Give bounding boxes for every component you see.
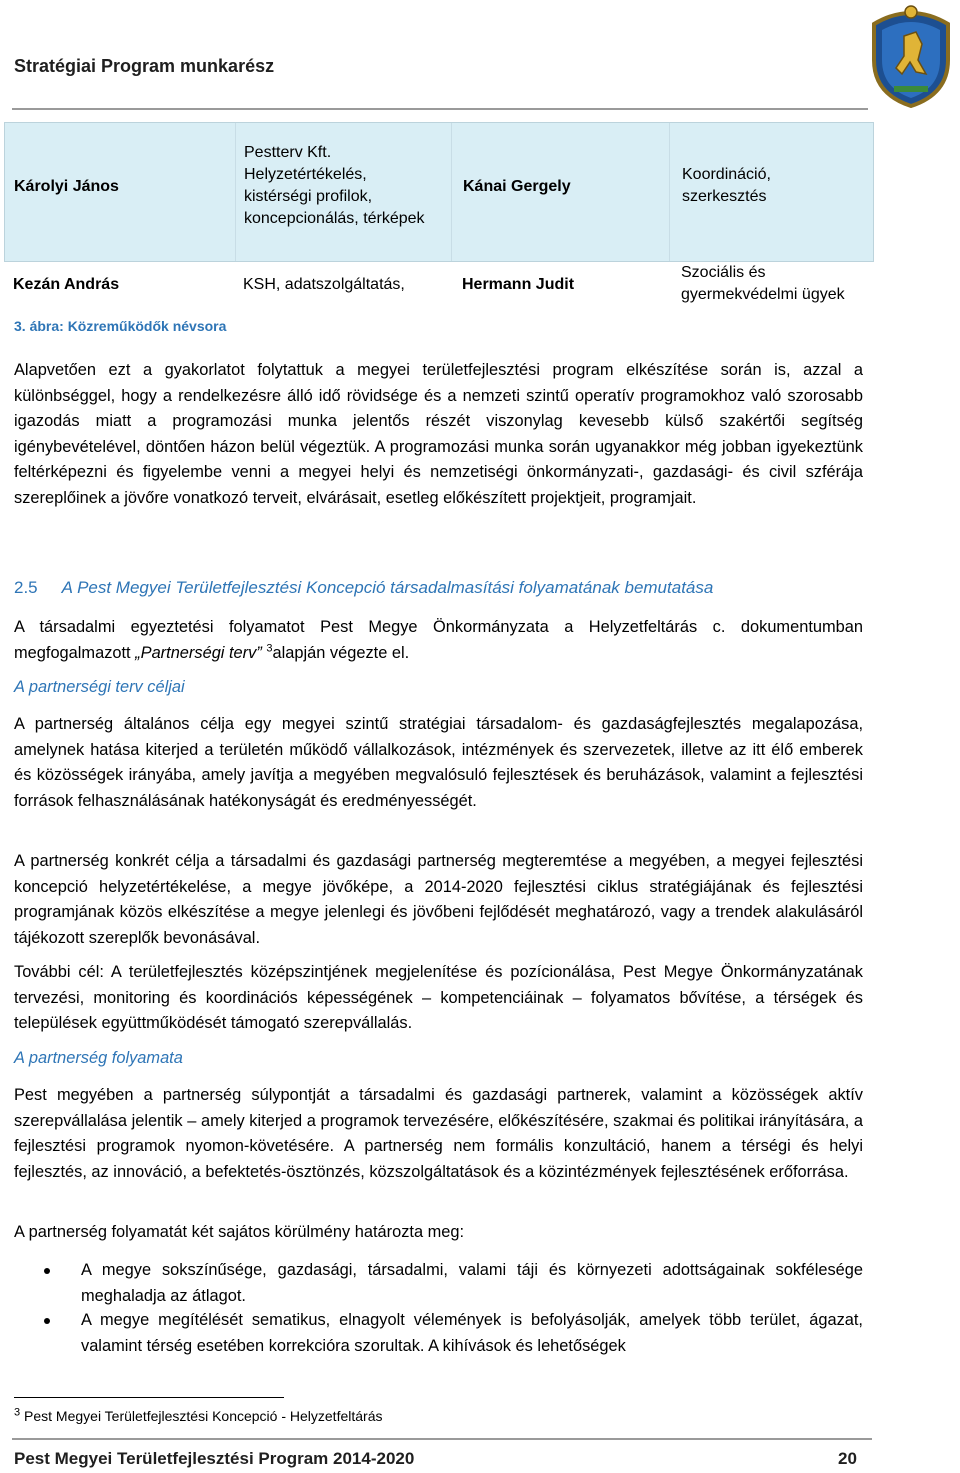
paragraph: További cél: A területfejlesztés középszintjének megjelenítése és pozícionálása, Pest Megye Önkormányzatának tervezési, monitoring és koordinációs képességének – kompetenciáinak – folyamatos bővítése, a térségek és települések együttműködését támogató szerepvállalás.: [14, 963, 863, 1032]
section-heading: [14, 578, 713, 598]
contributor-name: Károlyi János: [14, 178, 119, 195]
table-row: [4, 262, 874, 318]
paragraph: A partnerség folyamatát két sajátos körülmény határozta meg:: [14, 1223, 465, 1241]
footnote: $^3$ Pest Megyei Területfejlesztési Koncepció - Helyzetfeltárás: [14, 1406, 383, 1424]
paragraph: A társadalmi egyeztetési folyamatot Pest Megye Önkormányzata a Helyzetfeltárás c. dokumentumban megfogalmazott „Partnerségi terv” $^3$alapján végezte el.: [14, 618, 863, 662]
subheading: A partnerség folyamata: [14, 1049, 183, 1067]
footnote-rule: [14, 1397, 284, 1398]
bullet-icon: [44, 1318, 50, 1324]
contributor-role: Szociális és gyermekvédelmi ügyek: [681, 264, 845, 303]
page-number: 20: [838, 1449, 857, 1468]
header-rule: [12, 108, 868, 110]
contributors-table: [4, 122, 874, 318]
paragraph: Alapvetően ezt a gyakorlatot folytattuk a megyei területfejlesztési program elkészítése során is, azzal a különbséggel, hogy a rendelkezésre álló idő rövidsége és a nemzeti szintű operatív programokhoz való szorosabb igazodás miatt a programozási munka jelentős részét viszonylag kevesebb külső szakértői segítség igénybevételével, döntően házon belül végeztük. A programozási munka során ugyanakkor még jobban igyekeztünk feltérképezni és figyelembe venni a megyei helyi és nemzetiségi önkormányzati-, gazdasági- és civil szférája szereplőinek a jövőre vonatkozó terveit, elvárásait, esetleg előkészített projektjeit, programjait.: [14, 361, 863, 507]
county-crest-icon: [864, 2, 958, 108]
contributor-role: Koordináció, szerkesztés: [682, 166, 771, 205]
contributor-name: Kánai Gergely: [463, 178, 571, 195]
footer-rule: [12, 1438, 872, 1440]
list-item: A megye sokszínűsége, gazdasági, társadalmi, valami táji és környezeti adottságainak sokfélesége meghaladja az átlagot.: [81, 1261, 863, 1305]
footnote-ref: 3: [266, 642, 273, 655]
subheading: A partnerségi terv céljai: [14, 678, 185, 696]
contributor-role: KSH, adatszolgáltatás,: [243, 276, 405, 293]
section-number: 2.5: [14, 578, 38, 597]
paragraph: A partnerség konkrét célja a társadalmi és gazdasági partnerség megteremtése a megyében, a megyei fejlesztési koncepció helyzetértékelése, a megye jövőképe, a 2014-2020 fejlesztési ciklus stratégiájának és fejlesztési programjának közös elkészítése a megye jelenlegi és jövőbeni fejlődését meghatározó, vagy a trendek alakulásáról tájékozott szereplők bevonásával.: [14, 852, 863, 947]
contributor-role: Pestterv Kft. Helyzetértékelés, kistérségi profilok, koncepcionálás, térképek: [244, 144, 425, 227]
section-title: A Pest Megyei Területfejlesztési Koncepció társadalmasítási folyamatának bemutatása: [61, 578, 714, 597]
header-title: Stratégiai Program munkarész: [14, 56, 275, 76]
list-item: A megye megítélését sematikus, elnagyolt vélemények is befolyásolják, amelyek több terület, ágazat, valamint térség esetében korrekcióra szorultak. A kihívások és lehetőségek: [81, 1311, 863, 1355]
contributor-name: Kezán András: [13, 276, 120, 293]
table-row: [4, 122, 874, 262]
bullet-icon: [44, 1268, 50, 1274]
footer-title: Pest Megyei Területfejlesztési Program 2014-2020: [14, 1449, 415, 1468]
figure-caption: 3. ábra: Közreműködők névsora: [14, 318, 227, 334]
partnership-plan-ref: „Partnerségi terv”: [135, 643, 262, 662]
paragraph: A partnerség általános célja egy megyei szintű stratégiai társadalom- és gazdaságfejlesztés megalapozása, amelynek hatása kiterjed a területén működő vállalkozások, intézmények és szervezetek, illetve az itt élő emberek és közösségek irányába, amely javítja a megyében megvalósuló fejlesztések és beruházások, valamint a fejlesztési források felhasználásának hatékonyságát és eredményességét.: [14, 715, 863, 810]
contributor-name: Hermann Judit: [462, 276, 575, 293]
paragraph: Pest megyében a partnerség súlypontját a társadalmi és gazdasági partnerek, valamint a közösségek aktív szerepvállalása jelentik – amely kiterjed a programok tervezésére, előkészítésére, szakmai és politikai irányítására, a fejlesztési programok nyomon-követésére. A partnerség nem formális konzultáció, hanem a térségi és helyi fejlesztés, az innováció, a befektetés-ösztönzés, közszolgáltatások és a közintézmények fejlesztésének erőforrása.: [14, 1086, 863, 1181]
